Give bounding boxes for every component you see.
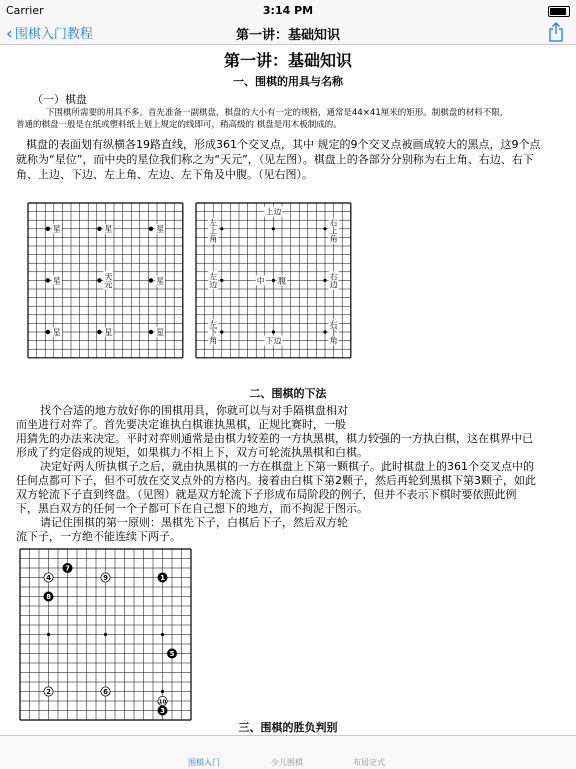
region-top-right-corner-char: 角 xyxy=(329,234,338,244)
region-star-dot xyxy=(272,279,275,282)
star-point-label: 星 xyxy=(52,224,61,234)
play-line-1: 找个合适的地方放好你的围棋用具，你就可以与对手隔棋盘相对 xyxy=(40,404,348,417)
region-bottom-right-corner-char: 右 xyxy=(329,319,338,329)
star-point-label: 星 xyxy=(104,224,113,234)
tab-go-intro[interactable]: 围棋入门 xyxy=(188,758,220,767)
region-top-left-corner-char: 左 xyxy=(209,218,218,228)
board-desc-line-2: 就称为“星位”，而中央的星位我们称之为“天元”，（见左图）。棋盘上的各部分分别称为右上角、右边、右下 xyxy=(16,153,534,166)
navigation-bar xyxy=(0,20,576,45)
star-point-dot xyxy=(46,330,50,334)
region-top-left-corner-char: 上 xyxy=(209,226,218,236)
region-bottom-right-corner-char: 下 xyxy=(329,327,338,337)
board-desc-line-3: 角、上边、下边、左上角、左边、左下角及中腹。（见右图）。 xyxy=(16,168,313,181)
stone-move-number: 8 xyxy=(46,593,51,602)
stone-move-number: 2 xyxy=(46,688,51,697)
region-top-right-corner-char: 右 xyxy=(329,218,338,228)
board-regions-diagram xyxy=(194,201,354,361)
stone-move-number: 3 xyxy=(160,707,165,716)
region-star-dot xyxy=(220,227,223,230)
battery-icon xyxy=(545,4,570,17)
region-star-dot xyxy=(323,330,326,333)
star-point-dot xyxy=(97,330,101,334)
play-line-7: 双方轮流下子直到终盘。（见图）就是双方轮流下子形成布局阶段的例子，但并不表示下棋时要依照此例 xyxy=(16,488,517,501)
opening-star-dot xyxy=(161,690,164,693)
section-heading-3: 三、围棋的胜负判别 xyxy=(238,721,338,734)
star-point-label: 星 xyxy=(156,224,164,234)
tab-bar xyxy=(0,735,576,769)
star-point-label: 星 xyxy=(104,327,113,337)
stone-move-number: 7 xyxy=(65,564,70,573)
intro-line-1: 下围棋所需要的用具不多。首先准备一副棋盘，棋盘的大小有一定的规格，通常是44×41厘米的矩形。制棋盘的材料不限， xyxy=(46,108,509,118)
star-points-board-diagram xyxy=(26,201,186,361)
rule-line-2: 流下子，一方绝不能连续下两子。 xyxy=(16,530,181,543)
star-point-dot xyxy=(149,227,153,231)
stone-move-number: 1 xyxy=(160,574,165,583)
tianyuan-label-char: 天 xyxy=(104,272,113,282)
region-right-edge-char: 边 xyxy=(329,280,338,290)
back-button-label: 围棋入门教程 xyxy=(14,27,93,42)
opening-star-dot xyxy=(104,633,107,636)
region-star-dot xyxy=(323,279,326,282)
star-point-label: 星 xyxy=(52,276,61,286)
chevron-left-icon: ‹ xyxy=(6,24,13,44)
tianyuan-dot xyxy=(97,278,101,282)
carrier-label: Carrier xyxy=(6,4,44,17)
article-content[interactable] xyxy=(0,45,576,735)
region-center-right: 腹 xyxy=(278,276,286,286)
star-point-label: 星 xyxy=(156,276,164,286)
region-bottom-left-corner-char: 角 xyxy=(209,335,218,345)
stone-move-number: 6 xyxy=(103,688,108,697)
region-star-dot xyxy=(323,227,326,230)
subheading-board: （一）棋盘 xyxy=(32,93,87,106)
tab-kids-go[interactable]: 少儿围棋 xyxy=(271,758,303,767)
intro-line-2: 普通的棋盘一般是在纸或塑料纸上划上规定的线即可，稍高级的 棋盘是用木板制成的。 xyxy=(16,120,342,130)
opening-star-dot xyxy=(161,633,164,636)
play-line-4: 形成了约定俗成的规矩，如果棋力不相上下，双方可轮流执黑棋和白棋。 xyxy=(16,446,368,459)
back-button[interactable] xyxy=(6,23,93,44)
region-top-right-corner-char: 上 xyxy=(329,226,338,236)
star-point-dot xyxy=(46,278,50,282)
region-star-dot xyxy=(220,279,223,282)
section-heading-1: 一、围棋的用具与名称 xyxy=(233,75,343,88)
play-line-8: 下，黑白双方的任何一个子都可下在自己想下的地方，而不拘泥于图示。 xyxy=(16,502,368,515)
region-bottom-left-corner-char: 左 xyxy=(209,319,218,329)
region-bottom-right-corner-char: 角 xyxy=(329,335,338,345)
star-point-label: 星 xyxy=(156,327,164,337)
region-left-edge-char: 左 xyxy=(209,272,218,282)
star-point-dot xyxy=(149,330,153,334)
tianyuan-label-char: 元 xyxy=(104,280,113,290)
region-bottom-edge: 下边 xyxy=(265,336,282,346)
play-line-3: 用猜先的办法来决定。平时对弈则通常是由棋力较差的一方执黑棋，棋力较强的一方执白棋，这在棋界中已 xyxy=(16,432,533,445)
tab-opening-joseki[interactable]: 布局定式 xyxy=(353,758,385,767)
region-star-dot xyxy=(220,330,223,333)
stone-move-number: 9 xyxy=(103,574,108,583)
region-right-edge-char: 右 xyxy=(329,272,338,282)
opening-star-dot xyxy=(47,633,50,636)
stone-move-number: 5 xyxy=(169,650,175,659)
nav-title: 第一讲：基础知识 xyxy=(235,28,340,43)
region-star-dot xyxy=(272,330,275,333)
section-heading-2: 二、围棋的下法 xyxy=(249,387,327,400)
board-desc-line-1: 棋盘的表面划有纵横各19路直线，形成361个交叉点，其中 规定的9个交叉点被画成较大的黑点，这9个点 xyxy=(26,138,541,151)
stone-move-number: 10 xyxy=(158,699,167,706)
star-point-dot xyxy=(97,227,101,231)
clock: 3:14 PM xyxy=(262,4,314,17)
region-bottom-left-corner-char: 下 xyxy=(209,327,218,337)
stone-move-number: 4 xyxy=(46,574,51,583)
page-title: 第一讲：基础知识 xyxy=(223,51,352,70)
play-line-2: 而坐进行对弈了。首先要决定谁执白棋谁执黑棋，正规比赛时，一般 xyxy=(16,418,346,431)
opening-example-board-diagram xyxy=(18,547,192,721)
region-top-left-corner-char: 角 xyxy=(209,234,218,244)
region-star-dot xyxy=(272,227,275,230)
status-bar xyxy=(0,0,576,20)
rule-line-1: 请记住围棋的第一原则：黑棋先下子，白棋后下子，然后双方轮 xyxy=(40,516,348,529)
play-line-5: 决定好两人所执棋子之后，就由执黑棋的一方在棋盘上下第一颗棋子。此时棋盘上的361个交叉点中的 xyxy=(40,460,534,473)
region-top-edge: 上边 xyxy=(265,207,282,217)
play-line-6: 任何点都可下子，但不可放在交叉点外的方格内。接着由白棋下第2颗子，然后再轮到黑棋下第3颗子，如此 xyxy=(16,474,536,487)
star-point-label: 星 xyxy=(52,327,61,337)
share-icon[interactable] xyxy=(546,22,566,42)
star-point-dot xyxy=(149,278,153,282)
region-left-edge-char: 边 xyxy=(209,280,218,290)
star-point-dot xyxy=(46,227,50,231)
region-center-left: 中 xyxy=(256,276,265,286)
